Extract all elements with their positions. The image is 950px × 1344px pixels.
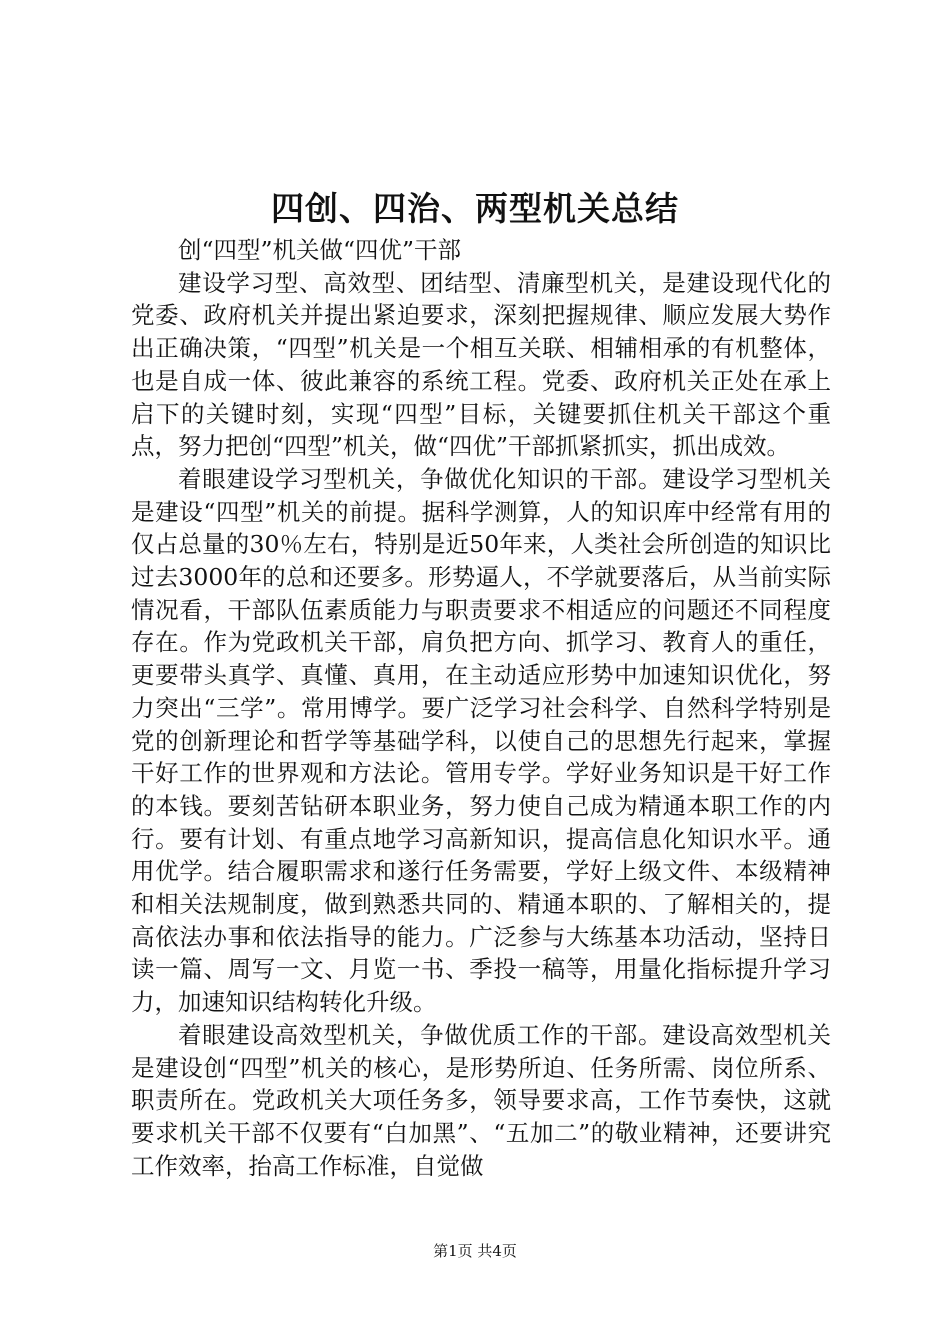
paragraph-subtitle: 创“四型”机关做“四优”干部: [178, 236, 462, 264]
document-title: 四创、四治、两型机关总结: [271, 189, 679, 228]
paragraph-efficiency: 着眼建设高效型机关，争做优质工作的干部。建设高效型机关是建设创“四型”机关的核心，是形势所迫、任务所需、岗位所系、职责所在。党政机关大项任务多，领导要求高，工作节奏快，这就要求机关干部不仅要有“白加黑”、“五加二”的敬业精神，还要讲究工作效率，抬高工作标准，自觉做: [131, 1020, 831, 1180]
document-body: [131, 234, 831, 1182]
paragraph-learning: 着眼建设学习型机关，争做优化知识的干部。建设学习型机关是建设“四型”机关的前提。据科学测算，人的知识库中经常有用的仅占总量的30％左右，特别是近50年来，人类社会所创造的知识比过去3000年的总和还要多。形势逼人，不学就要落后，从当前实际情况看，干部队伍素质能力与职责要求不相适应的问题还不同程度存在。作为党政机关干部，肩负把方向、抓学习、教育人的重任，更要带头真学、真懂、真用，在主动适应形势中加速知识优化，努力突出“三学”。常用博学。要广泛学习社会科学、自然科学特别是党的创新理论和哲学等基础学科，以使自己的思想先行起来，掌握干好工作的世界观和方法论。管用专学。学好业务知识是干好工作的本钱。要刻苦钻研本职业务，努力使自己成为精通本职工作的内行。要有计划、有重点地学习高新知识，提高信息化知识水平。通用优学。结合履职需求和遂行任务需要，学好上级文件、本级精神和相关法规制度，做到熟悉共同的、精通本职的、了解相关的，提高依法办事和依法指导的能力。广泛参与大练基本功活动，坚持日读一篇、周写一文、月览一书、季投一稿等，用量化指标提升学习力，加速知识结构转化升级。: [131, 464, 831, 1017]
paragraph-intro: 建设学习型、高效型、团结型、清廉型机关，是建设现代化的党委、政府机关并提出紧迫要求，深刻把握规律、顺应发展大势作出正确决策，“四型”机关是一个相互关联、相辅相承的有机整体，也是自成一体、彼此兼容的系统工程。党委、政府机关正处在承上启下的关键时刻，实现“四型”目标，关键要抓住机关干部这个重点，努力把创“四型”机关，做“四优”干部抓紧抓实，抓出成效。: [131, 268, 831, 461]
page-footer: 第1页 共4页: [433, 1242, 517, 1260]
